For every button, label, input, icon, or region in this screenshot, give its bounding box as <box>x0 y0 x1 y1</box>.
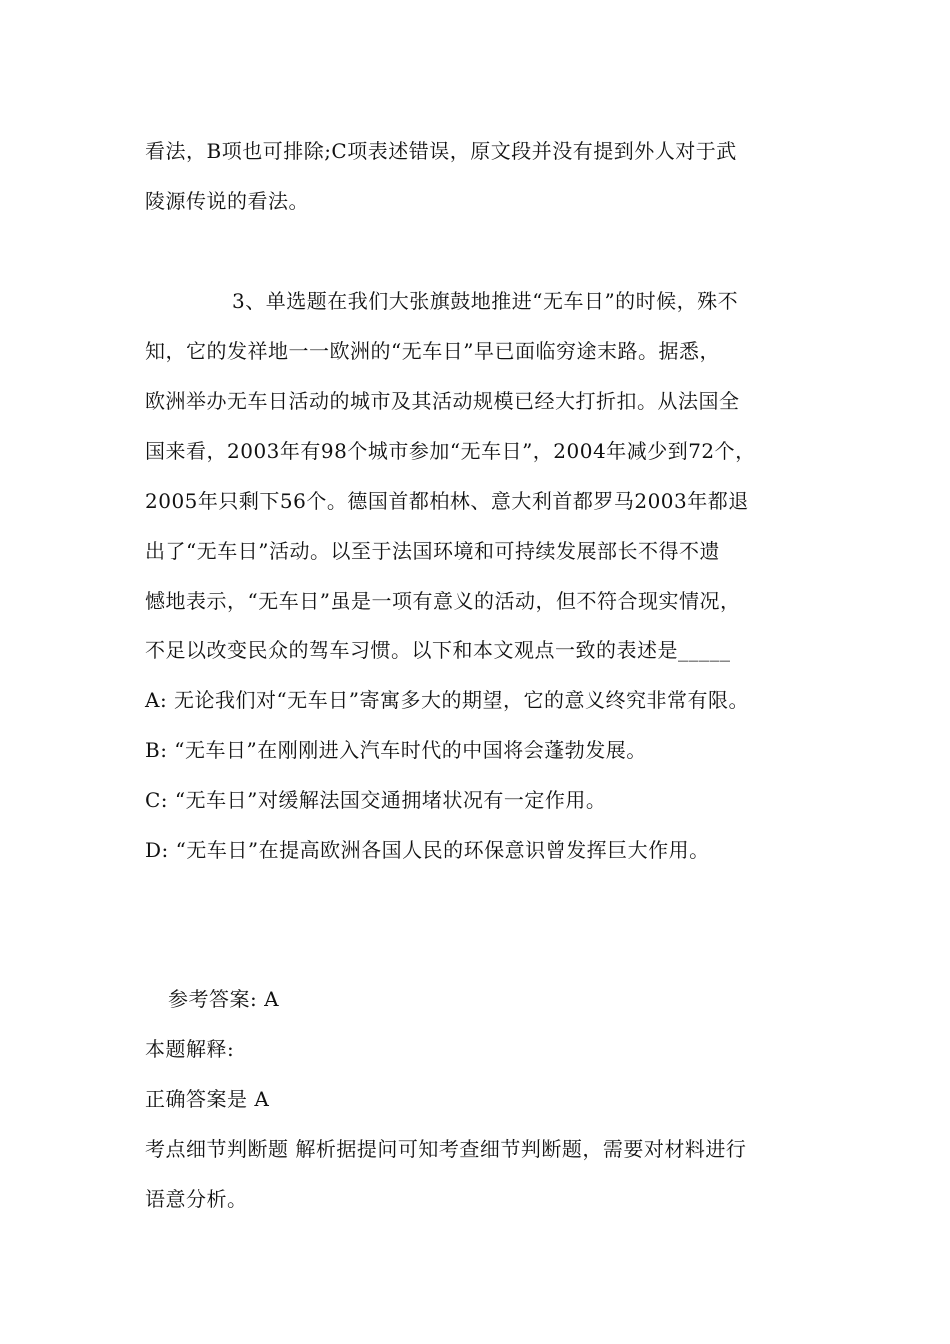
question-line-6: 出了“无车日”活动。以至于法国环境和可持续发展部长不得不遗 <box>145 539 720 563</box>
option-b: B: “无车日”在刚刚进入汽车时代的中国将会蓬勃发展。 <box>145 738 647 762</box>
intro-line-2: 陵源传说的看法。 <box>145 189 309 213</box>
option-c: C: “无车日”对缓解法国交通拥堵状况有一定作用。 <box>145 788 607 812</box>
question-line-7: 憾地表示，“无车日”虽是一项有意义的活动，但不符合现实情况， <box>145 589 741 613</box>
reference-answer: 参考答案: A <box>168 987 280 1011</box>
analysis-line-2: 语意分析。 <box>145 1187 248 1211</box>
explanation-label: 本题解释: <box>145 1037 235 1061</box>
correct-answer: 正确答案是 A <box>145 1087 270 1111</box>
question-line-3: 欧洲举办无车日活动的城市及其活动规模已经大打折扣。从法国全 <box>145 389 740 413</box>
question-line-4: 国来看，2003年有98个城市参加“无车日”，2004年减少到72个， <box>145 439 756 463</box>
question-line-8: 不足以改变民众的驾车习惯。以下和本文观点一致的表述是_____ <box>145 638 731 662</box>
analysis-line-1: 考点细节判断题 解析据提问可知考查细节判断题，需要对材料进行 <box>145 1137 747 1161</box>
question-line-5: 2005年只剩下56个。德国首都柏林、意大利首都罗马2003年都退 <box>145 489 749 513</box>
question-line-2: 知，它的发祥地一一欧洲的“无车日”早已面临穷途末路。据悉， <box>145 339 720 363</box>
intro-line-1: 看法，B项也可排除;C项表述错误，原文段并没有提到外人对于武 <box>145 139 737 163</box>
question-line-1: 3、单选题在我们大张旗鼓地推进“无车日”的时候，殊不 <box>232 289 739 313</box>
option-a: A: 无论我们对“无车日”寄寓多大的期望，它的意义终究非常有限。 <box>145 688 749 712</box>
option-d: D: “无车日”在提高欧洲各国人民的环保意识曾发挥巨大作用。 <box>145 838 710 862</box>
